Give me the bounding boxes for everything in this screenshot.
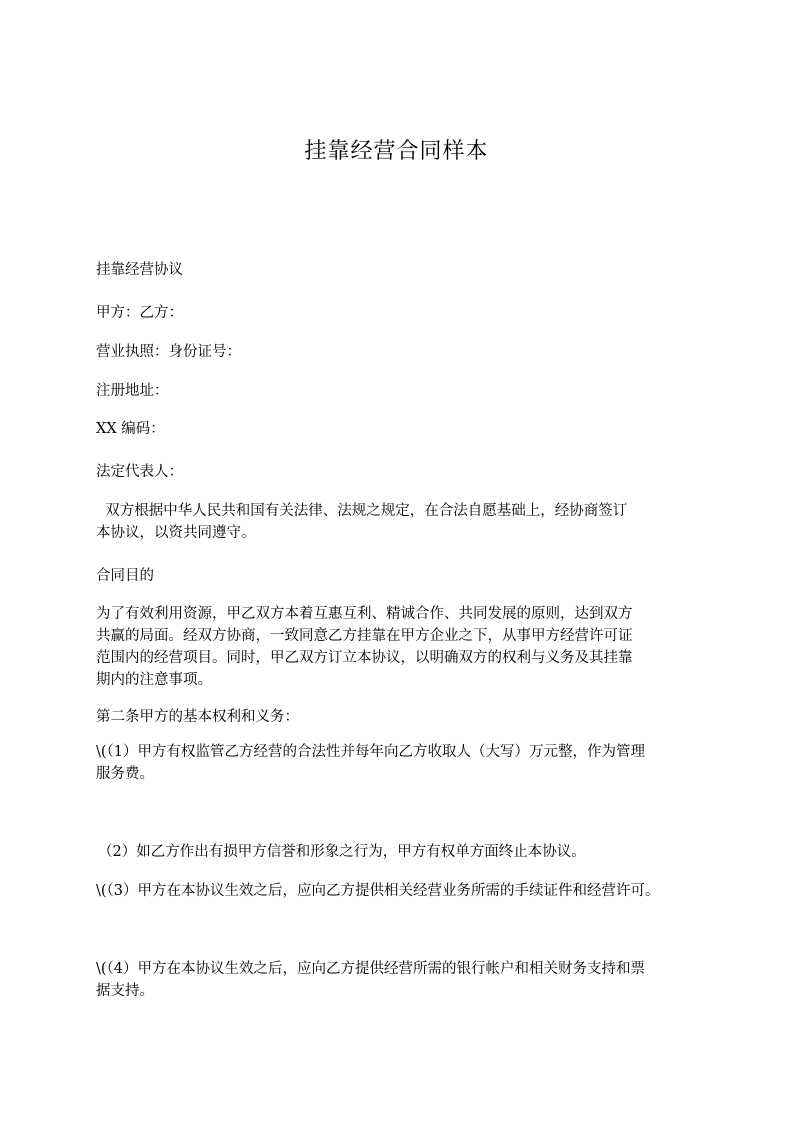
purpose-line-3: 范围内的经营项目。同时，甲乙双方订立本协议，以明确双方的权利与义务及其挂靠 — [96, 650, 633, 666]
purpose-line-1: 为了有效利用资源，甲乙双方本着互惠互利、精诚合作、共同发展的原则，达到双方 — [96, 606, 633, 622]
purpose-heading: 合同目的 — [96, 568, 154, 584]
item4-line-1: \(（4）甲方在本协议生效之后，应向乙方提供经营所需的银行帐户和相关财务支持和票 — [96, 961, 646, 977]
purpose-paragraph — [96, 603, 696, 691]
party-line: 甲方：乙方： — [96, 305, 183, 321]
representative-line: 法定代表人： — [96, 464, 183, 480]
item3-line: \(（3）甲方在本协议生效之后，应向乙方提供相关经营业务所需的手续证件和经营许可。 — [96, 883, 660, 899]
purpose-line-2: 共赢的局面。经双方协商，一致同意乙方挂靠在甲方企业之下，从事甲方经营许可证 — [96, 628, 633, 644]
intro-paragraph — [96, 500, 696, 544]
item4-paragraph — [96, 958, 696, 1002]
item1-line-1: \(（1）甲方有权监管乙方经营的合法性并每年向乙方收取人（大写）万元整，作为管理 — [96, 744, 646, 760]
postcode-line: XX 编码： — [96, 421, 165, 437]
article2-heading: 第二条甲方的基本权利和义务： — [96, 709, 299, 725]
item1-line-2: 服务费。 — [96, 766, 154, 782]
item2-line: （2）如乙方作出有损甲方信誉和形象之行为，甲方有权单方面终止本协议。 — [98, 844, 586, 860]
intro-line-2: 本协议，以资共同遵守。 — [96, 525, 256, 541]
item1-paragraph — [96, 741, 696, 785]
intro-line-1: 双方根据中华人民共和国有关法律、法规之规定，在合法自愿基础上，经协商签订 — [96, 503, 628, 519]
purpose-line-4: 期内的注意事项。 — [96, 672, 212, 688]
address-line: 注册地址： — [96, 383, 169, 399]
document-title: 挂靠经营合同样本 — [304, 139, 489, 164]
agreement-heading: 挂靠经营协议 — [96, 262, 183, 278]
item4-line-2: 据支持。 — [96, 983, 154, 999]
license-line: 营业执照：身份证号： — [96, 344, 241, 360]
